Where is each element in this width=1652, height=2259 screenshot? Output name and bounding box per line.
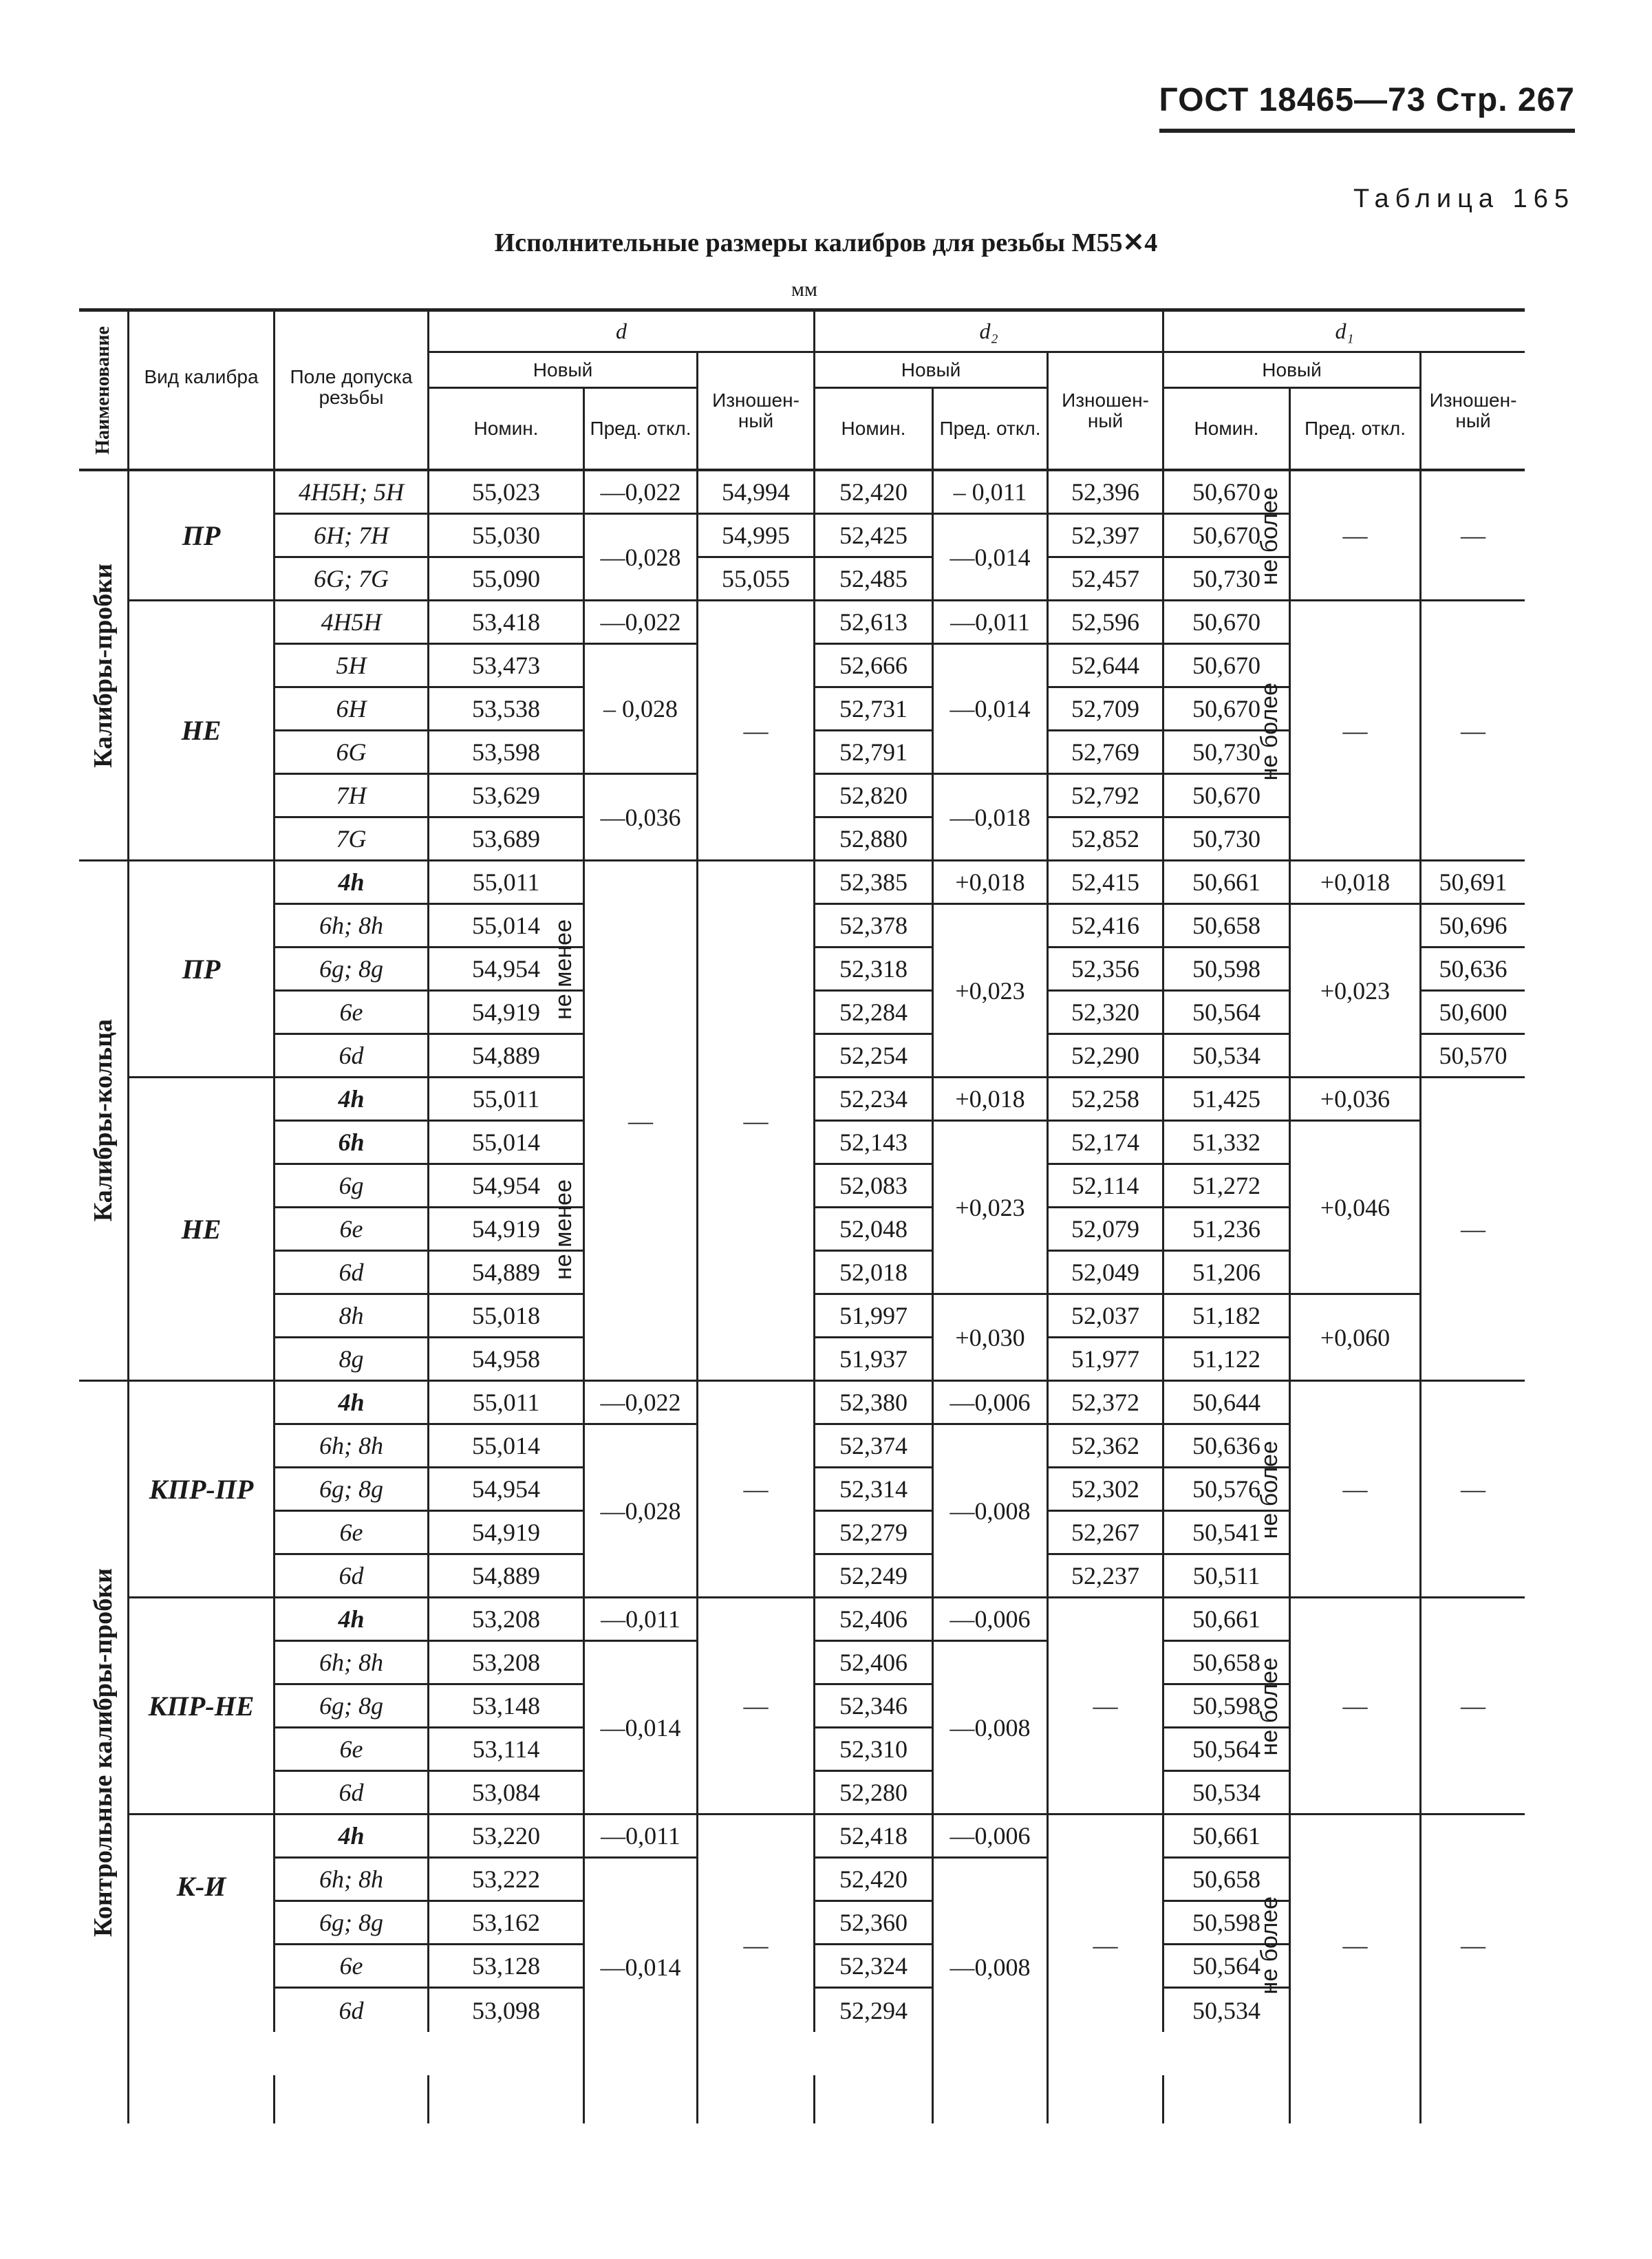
tolerance-field: 6e	[273, 1208, 427, 1252]
tolerance-field: 6g; 8g	[273, 1902, 427, 1945]
d2-nominal: 52,374	[813, 1425, 932, 1468]
d1-nominal: 50,534	[1162, 1035, 1289, 1078]
tolerance-field: 6H	[273, 688, 427, 731]
d1-nominal: 50,670	[1162, 688, 1289, 731]
d2-nominal: 52,385	[813, 861, 932, 905]
tolerance-field: 6d	[273, 1555, 427, 1598]
dash: —	[1419, 1815, 1525, 2075]
d1-nominal: 50,564	[1162, 1945, 1289, 1989]
d-nominal: 55,030	[427, 515, 583, 558]
d2-nominal: 52,820	[813, 775, 932, 818]
worn-value: 50,696	[1419, 905, 1525, 948]
group-label: Калибры-пробки	[79, 471, 127, 861]
d2-nominal: 52,294	[813, 1989, 932, 2032]
tolerance-field: 8g	[273, 1338, 427, 1382]
limit-note: не более	[1256, 487, 1283, 586]
d-nominal: 53,162	[427, 1902, 583, 1945]
d1-nominal: 50,534	[1162, 1989, 1289, 2032]
d2-nominal: 52,018	[813, 1252, 932, 1295]
tolerance-value: —0,028	[583, 515, 696, 601]
d-nominal: 55,011	[427, 1078, 583, 1122]
d-nominal: 53,538	[427, 688, 583, 731]
d2-nominal: 52,048	[813, 1208, 932, 1252]
d-nominal: 54,919	[427, 992, 583, 1035]
col-header-dev-d1: Пред. откл.	[1289, 389, 1419, 471]
tolerance-field: 6d	[273, 1252, 427, 1295]
tolerance-value: —0,006	[932, 1815, 1047, 1859]
d2-nominal: 52,420	[813, 1859, 932, 1902]
d-nominal: 53,098	[427, 1989, 583, 2032]
dash: —	[696, 1815, 813, 2075]
d1-nominal: 50,511	[1162, 1555, 1289, 1598]
d2-worn: 52,792	[1047, 775, 1162, 818]
d-nominal: 54,889	[427, 1035, 583, 1078]
d-nominal: 54,889	[427, 1555, 583, 1598]
d2-nominal: 52,310	[813, 1728, 932, 1772]
tolerance-field: 6e	[273, 1512, 427, 1555]
d-nominal: 54,919	[427, 1512, 583, 1555]
d2-nominal: 52,324	[813, 1945, 932, 1989]
d-nominal: 53,128	[427, 1945, 583, 1989]
d1-nominal: 50,661	[1162, 1598, 1289, 1642]
col-header-dev-d2: Пред. откл.	[932, 389, 1047, 471]
d1-nominal: 50,661	[1162, 1815, 1289, 1859]
d2-nominal: 52,613	[813, 601, 932, 645]
d-nominal: 53,418	[427, 601, 583, 645]
tolerance-field: 6g; 8g	[273, 1685, 427, 1728]
tolerance-value: —0,011	[583, 1598, 696, 1642]
col-header-new-d1: Новый	[1162, 353, 1419, 389]
dash: —	[1419, 1382, 1525, 1598]
tolerance-value: +0,023	[1289, 905, 1419, 1078]
d1-nominal: 50,658	[1162, 1642, 1289, 1685]
tolerance-value: —0,008	[932, 1425, 1047, 1598]
dash: —	[1419, 1598, 1525, 1815]
gauge-kind: НЕ	[127, 1078, 273, 1382]
dash: —	[1289, 471, 1419, 601]
d1-nominal: 50,730	[1162, 731, 1289, 775]
tolerance-field: 6e	[273, 992, 427, 1035]
d-nominal: 55,011	[427, 1382, 583, 1425]
worn-value: 50,636	[1419, 948, 1525, 992]
d2-nominal: 52,346	[813, 1685, 932, 1728]
d1-nominal: 51,182	[1162, 1295, 1289, 1338]
d2-nominal: 52,380	[813, 1382, 932, 1425]
d1-nominal: 50,576	[1162, 1468, 1289, 1512]
d1-nominal: 50,670	[1162, 775, 1289, 818]
d2-worn: 52,416	[1047, 905, 1162, 948]
tolerance-field: 6g	[273, 1165, 427, 1208]
d2-nominal: 52,666	[813, 645, 932, 688]
d1-nominal: 50,564	[1162, 992, 1289, 1035]
dash: —	[1289, 1598, 1419, 1815]
page-header: ГОСТ 18465—73 Стр. 267	[1159, 81, 1576, 133]
col-header-d: d	[427, 312, 813, 353]
worn-value: 55,055	[696, 558, 813, 601]
d2-nominal: 52,249	[813, 1555, 932, 1598]
tolerance-value: —0,022	[583, 1382, 696, 1425]
tolerance-field: 4H5H; 5H	[273, 471, 427, 515]
d1-nominal: 50,534	[1162, 1772, 1289, 1815]
dash: —	[1047, 1815, 1162, 2075]
tolerance-field: 5H	[273, 645, 427, 688]
d2-nominal: 52,418	[813, 1815, 932, 1859]
tolerance-value: – 0,011	[932, 471, 1047, 515]
dash: —	[1289, 601, 1419, 861]
d2-nominal: 52,234	[813, 1078, 932, 1122]
d-nominal: 55,014	[427, 905, 583, 948]
d-nominal: 54,954	[427, 1165, 583, 1208]
d2-nominal: 52,083	[813, 1165, 932, 1208]
d2-worn: 52,237	[1047, 1555, 1162, 1598]
table-number: Таблица 165	[1353, 184, 1575, 213]
tolerance-field: 6e	[273, 1945, 427, 1989]
tolerance-value: —0,006	[932, 1382, 1047, 1425]
tolerance-field: 6G	[273, 731, 427, 775]
tolerance-value: —0,011	[583, 1815, 696, 1859]
tolerance-value: —0,028	[583, 1425, 696, 1598]
dash: —	[696, 861, 813, 1382]
tolerance-field: 6d	[273, 1989, 427, 2032]
tolerance-value: —0,008	[932, 1642, 1047, 1815]
tolerance-field: 7H	[273, 775, 427, 818]
d2-nominal: 51,997	[813, 1295, 932, 1338]
d2-worn: 52,457	[1047, 558, 1162, 601]
worn-value: 54,995	[696, 515, 813, 558]
d-nominal: 55,011	[427, 861, 583, 905]
d2-worn: 52,356	[1047, 948, 1162, 992]
tolerance-field: 6d	[273, 1035, 427, 1078]
d2-worn: 52,769	[1047, 731, 1162, 775]
d2-worn: 52,258	[1047, 1078, 1162, 1122]
dash: —	[1289, 1815, 1419, 2075]
d1-nominal: 50,670	[1162, 471, 1289, 515]
gauge-kind: КПР-ПР	[127, 1382, 273, 1598]
col-header-field: Поле допуска резьбы	[273, 312, 427, 471]
tolerance-field: 4h	[273, 861, 427, 905]
tolerance-value: +0,030	[932, 1295, 1047, 1382]
tolerance-value: +0,036	[1289, 1078, 1419, 1122]
d1-nominal: 50,658	[1162, 905, 1289, 948]
gauge-kind: К-И	[127, 1815, 273, 2075]
d1-nominal: 51,236	[1162, 1208, 1289, 1252]
tolerance-field: 6g; 8g	[273, 948, 427, 992]
tolerance-field: 6h; 8h	[273, 1642, 427, 1685]
d2-worn: 52,415	[1047, 861, 1162, 905]
tolerance-field: 6g; 8g	[273, 1468, 427, 1512]
d2-worn: 52,709	[1047, 688, 1162, 731]
tolerance-value: —0,022	[583, 601, 696, 645]
tolerance-value: —0,011	[932, 601, 1047, 645]
d2-worn: 52,037	[1047, 1295, 1162, 1338]
gauge-kind: ПР	[127, 861, 273, 1078]
tolerance-value: +0,018	[932, 861, 1047, 905]
dash: —	[696, 1382, 813, 1598]
tolerance-value: —0,006	[932, 1598, 1047, 1642]
d2-nominal: 52,280	[813, 1772, 932, 1815]
d2-nominal: 52,378	[813, 905, 932, 948]
tolerance-field: 6e	[273, 1728, 427, 1772]
tolerance-field: 6H; 7H	[273, 515, 427, 558]
d-nominal: 55,023	[427, 471, 583, 515]
group-label: Контрольные калибры-пробки	[89, 1568, 118, 1937]
worn-value: 50,691	[1419, 861, 1525, 905]
d2-worn: 52,644	[1047, 645, 1162, 688]
d-nominal: 54,958	[427, 1338, 583, 1382]
tolerance-value: —0,014	[583, 1859, 696, 2075]
units-label: мм	[791, 278, 817, 301]
d2-nominal: 52,318	[813, 948, 932, 992]
tolerance-value: +0,018	[1289, 861, 1419, 905]
col-header-name: Наименование	[79, 312, 127, 471]
tolerance-value: —0,014	[583, 1642, 696, 1815]
limit-note: не более	[1256, 1441, 1283, 1539]
col-header-dev-d: Пред. откл.	[583, 389, 696, 471]
d2-nominal: 51,937	[813, 1338, 932, 1382]
d-nominal: 53,222	[427, 1859, 583, 1902]
d1-nominal: 50,644	[1162, 1382, 1289, 1425]
d1-nominal: 51,122	[1162, 1338, 1289, 1382]
tolerance-value: +0,046	[1289, 1122, 1419, 1295]
tolerance-field: 6G; 7G	[273, 558, 427, 601]
limit-note: не менее	[550, 1179, 577, 1281]
d1-nominal: 50,564	[1162, 1728, 1289, 1772]
col-header-d2: d₂	[813, 312, 1162, 353]
d1-nominal: 50,541	[1162, 1512, 1289, 1555]
d1-nominal: 50,670	[1162, 601, 1289, 645]
col-header-nom-d2: Номин.	[813, 389, 932, 471]
col-header-new-d2: Новый	[813, 353, 1047, 389]
d-nominal: 54,889	[427, 1252, 583, 1295]
d-nominal: 55,018	[427, 1295, 583, 1338]
d2-nominal: 52,279	[813, 1512, 932, 1555]
d1-nominal: 50,730	[1162, 558, 1289, 601]
tolerance-field: 8h	[273, 1295, 427, 1338]
d2-worn: 52,049	[1047, 1252, 1162, 1295]
worn-value: 50,600	[1419, 992, 1525, 1035]
tolerance-value: —0,008	[932, 1859, 1047, 2075]
d1-nominal: 50,598	[1162, 1902, 1289, 1945]
col-header-worn-d2: Изношен-ный	[1047, 353, 1162, 471]
dash: —	[696, 601, 813, 861]
d-nominal: 53,148	[427, 1685, 583, 1728]
dash: —	[1289, 1382, 1419, 1598]
tolerance-value: —0,022	[583, 471, 696, 515]
table-caption: Исполнительные размеры калибров для резьбы М55✕4	[494, 228, 1158, 257]
d2-worn: 52,362	[1047, 1425, 1162, 1468]
dash: —	[1419, 1078, 1525, 1382]
limit-note: не более	[1256, 1658, 1283, 1756]
d1-nominal: 50,658	[1162, 1859, 1289, 1902]
gauge-table	[79, 308, 1525, 2123]
col-header-nom-d: Номин.	[427, 389, 583, 471]
tolerance-value: +0,060	[1289, 1295, 1419, 1382]
d-nominal: 53,473	[427, 645, 583, 688]
tolerance-value: —0,014	[932, 515, 1047, 601]
gauge-kind: КПР-НЕ	[127, 1598, 273, 1815]
d1-nominal: 50,730	[1162, 818, 1289, 861]
d1-nominal: 50,598	[1162, 948, 1289, 992]
dash: —	[583, 861, 696, 1382]
limit-note: не менее	[550, 919, 577, 1020]
worn-value: 54,994	[696, 471, 813, 515]
limit-note: не более	[1256, 682, 1283, 781]
d2-nominal: 52,420	[813, 471, 932, 515]
tolerance-value: +0,023	[932, 905, 1047, 1078]
d1-nominal: 51,332	[1162, 1122, 1289, 1165]
dash: —	[696, 1598, 813, 1815]
d2-nominal: 52,880	[813, 818, 932, 861]
d2-nominal: 52,485	[813, 558, 932, 601]
col-header-new-d: Новый	[427, 353, 696, 389]
d2-worn: 52,372	[1047, 1382, 1162, 1425]
d1-nominal: 50,636	[1162, 1425, 1289, 1468]
tolerance-value: —0,036	[583, 775, 696, 861]
d2-worn: 52,267	[1047, 1512, 1162, 1555]
d2-worn: 52,302	[1047, 1468, 1162, 1512]
col-header-worn-d1: Изношен-ный	[1419, 353, 1525, 471]
d-nominal: 53,084	[427, 1772, 583, 1815]
d2-nominal: 52,406	[813, 1598, 932, 1642]
d-nominal: 53,629	[427, 775, 583, 818]
worn-value: 50,570	[1419, 1035, 1525, 1078]
d2-worn: 52,290	[1047, 1035, 1162, 1078]
d2-nominal: 52,314	[813, 1468, 932, 1512]
d2-nominal: 52,791	[813, 731, 932, 775]
tolerance-field: 6h; 8h	[273, 1425, 427, 1468]
tolerance-field: 4H5H	[273, 601, 427, 645]
d-nominal: 53,208	[427, 1598, 583, 1642]
d1-nominal: 50,598	[1162, 1685, 1289, 1728]
limit-note: не более	[1256, 1896, 1283, 1995]
d-nominal: 54,919	[427, 1208, 583, 1252]
group-label: Калибры-кольца	[79, 861, 127, 1382]
d-nominal: 53,598	[427, 731, 583, 775]
tolerance-value: +0,018	[932, 1078, 1047, 1122]
d2-worn: 52,174	[1047, 1122, 1162, 1165]
d-nominal: 53,208	[427, 1642, 583, 1685]
col-header-kind: Вид калибра	[127, 312, 273, 471]
dash: —	[1047, 1598, 1162, 1815]
tolerance-field: 6d	[273, 1772, 427, 1815]
d2-nominal: 52,360	[813, 1902, 932, 1945]
d1-nominal: 51,425	[1162, 1078, 1289, 1122]
col-header-worn-d: Изношен-ный	[696, 353, 813, 471]
col-header-nom-d1: Номин.	[1162, 389, 1289, 471]
d1-nominal: 50,670	[1162, 645, 1289, 688]
tolerance-value: —0,018	[932, 775, 1047, 861]
d-nominal: 55,014	[427, 1425, 583, 1468]
d1-nominal: 51,272	[1162, 1165, 1289, 1208]
d2-nominal: 52,284	[813, 992, 932, 1035]
col-header-d1: d₁	[1162, 312, 1525, 353]
d2-nominal: 52,425	[813, 515, 932, 558]
d2-nominal: 52,406	[813, 1642, 932, 1685]
d2-worn: 52,079	[1047, 1208, 1162, 1252]
gauge-kind: ПР	[127, 471, 273, 601]
d-nominal: 53,114	[427, 1728, 583, 1772]
tolerance-field: 6h	[273, 1122, 427, 1165]
d2-worn: 52,114	[1047, 1165, 1162, 1208]
d-nominal: 54,954	[427, 948, 583, 992]
d2-worn: 52,596	[1047, 601, 1162, 645]
tolerance-field: 7G	[273, 818, 427, 861]
tolerance-field: 4h	[273, 1078, 427, 1122]
d2-worn: 52,396	[1047, 471, 1162, 515]
tolerance-field: 4h	[273, 1598, 427, 1642]
d2-worn: 52,320	[1047, 992, 1162, 1035]
tolerance-field: 4h	[273, 1382, 427, 1425]
d-nominal: 55,014	[427, 1122, 583, 1165]
d2-worn: 52,397	[1047, 515, 1162, 558]
d-nominal: 55,090	[427, 558, 583, 601]
d-nominal: 54,954	[427, 1468, 583, 1512]
d1-nominal: 50,661	[1162, 861, 1289, 905]
d1-nominal: 50,670	[1162, 515, 1289, 558]
gauge-kind: НЕ	[127, 601, 273, 861]
tolerance-value: – 0,028	[583, 645, 696, 775]
d2-nominal: 52,254	[813, 1035, 932, 1078]
d2-nominal: 52,143	[813, 1122, 932, 1165]
dash: —	[1419, 601, 1525, 861]
tolerance-field: 4h	[273, 1815, 427, 1859]
d2-worn: 52,852	[1047, 818, 1162, 861]
tolerance-value: +0,023	[932, 1122, 1047, 1295]
d2-nominal: 52,731	[813, 688, 932, 731]
tolerance-field: 6h; 8h	[273, 905, 427, 948]
d-nominal: 53,220	[427, 1815, 583, 1859]
tolerance-field: 6h; 8h	[273, 1859, 427, 1902]
d-nominal: 53,689	[427, 818, 583, 861]
d2-worn: 51,977	[1047, 1338, 1162, 1382]
dash: —	[1419, 471, 1525, 601]
tolerance-value: —0,014	[932, 645, 1047, 775]
d1-nominal: 51,206	[1162, 1252, 1289, 1295]
